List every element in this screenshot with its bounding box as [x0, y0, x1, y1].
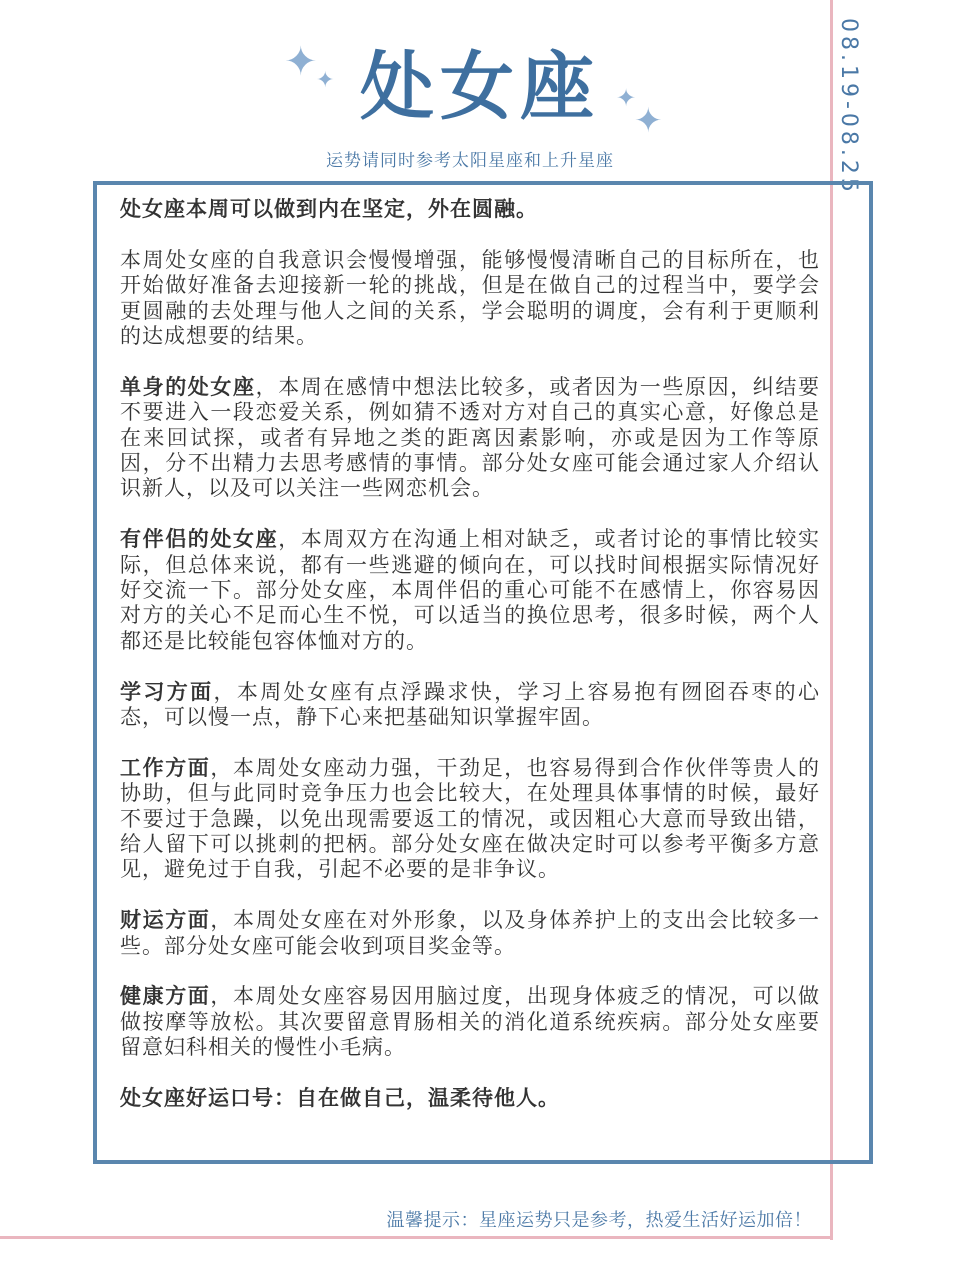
section-label: 学习方面 — [120, 679, 214, 704]
section-text: ，本周处女座在对外形象，以及身体养护上的支出会比较多一些。部分处女座可能会收到项目奖金等。 — [120, 908, 821, 958]
section-work — [120, 756, 820, 883]
lucky-slogan: 处女座好运口号：自在做自己，温柔待他人。 — [120, 1086, 560, 1111]
section-text: ，本周在感情中想法比较多，或者因为一些原因，纠结要不要进入一段恋爱关系，例如猜不透对方对自己的真实心意，好像总是在来回试探，或者有异地之类的距离因素影响，亦或是因为工作等原因，分不出精力去思考感情的事情。部分处女座可能会通过家人介绍认识新人，以及可以关注一些网恋机会。 — [120, 374, 821, 501]
section-health — [120, 984, 820, 1060]
section-single — [120, 375, 820, 502]
page-subtitle: 运势请同时参考太阳星座和上升星座 — [326, 151, 614, 171]
section-study — [120, 680, 820, 731]
sparkle-icon: ✦ — [634, 101, 663, 141]
headline: 处女座本周可以做到内在坚定，外在圆融。 — [120, 197, 538, 221]
section-label: 单身的处女座 — [120, 374, 256, 399]
section-label: 健康方面 — [120, 984, 211, 1009]
section-wealth — [120, 908, 820, 959]
sparkle-icon: ✦ — [284, 39, 318, 85]
sparkle-icon: ✦ — [616, 84, 637, 112]
section-label: 工作方面 — [120, 755, 211, 780]
horoscope-content — [120, 197, 820, 1137]
section-text: ，本周处女座动力强，干劲足，也容易得到合作伙伴等贵人的协助，但与此同时竞争压力也会比较大，在处理具体事情的时候，最好不要过于急躁，以免出现需要返工的情况，或因粗心大意而导致出错，给人留下可以挑刺的把柄。部分处女座在做决定时可以参考平衡多方意见，避免过于自我，引起不必要的是非争议。 — [120, 755, 821, 882]
page-title: 处女座 — [360, 44, 600, 130]
section-label: 有伴侣的处女座 — [120, 527, 279, 552]
intro-paragraph: 本周处女座的自我意识会慢慢增强，能够慢慢清晰自己的目标所在，也开始做好准备去迎接新一轮的挑战，但是在做自己的过程当中，要学会更圆融的去处理与他人之间的关系，学会聪明的调度，会有利于更顺利的达成想要的结果。 — [120, 247, 820, 349]
section-text: ，本周处女座容易因用脑过度，出现身体疲乏的情况，可以做做按摩等放松。其次要留意胃肠相关的消化道系统疾病。部分处女座要留意妇科相关的慢性小毛病。 — [120, 984, 821, 1060]
section-partnered — [120, 527, 820, 654]
sparkle-icon: ✦ — [316, 68, 335, 93]
pink-horizontal-line — [0, 1236, 833, 1239]
section-text: ，本周处女座有点浮躁求快，学习上容易抱有囫囵吞枣的心态，可以慢一点，静下心来把基础知识掌握牢固。 — [120, 679, 821, 730]
section-label: 财运方面 — [120, 908, 211, 933]
date-range: 08.19-08.25 — [836, 18, 861, 196]
section-text: ，本周双方在沟通上相对缺乏，或者讨论的事情比较实际，但总体来说，都有一些逃避的倾向在，可以找时间根据实际情况好好交流一下。部分处女座，本周伴侣的重心可能不在感情上，你容易因对方的关心不足而心生不悦，可以适当的换位思考，很多时候，两个人都还是比较能包容体恤对方的。 — [120, 527, 821, 653]
footer-tip: 温馨提示：星座运势只是参考，热爱生活好运加倍！ — [386, 1210, 812, 1231]
